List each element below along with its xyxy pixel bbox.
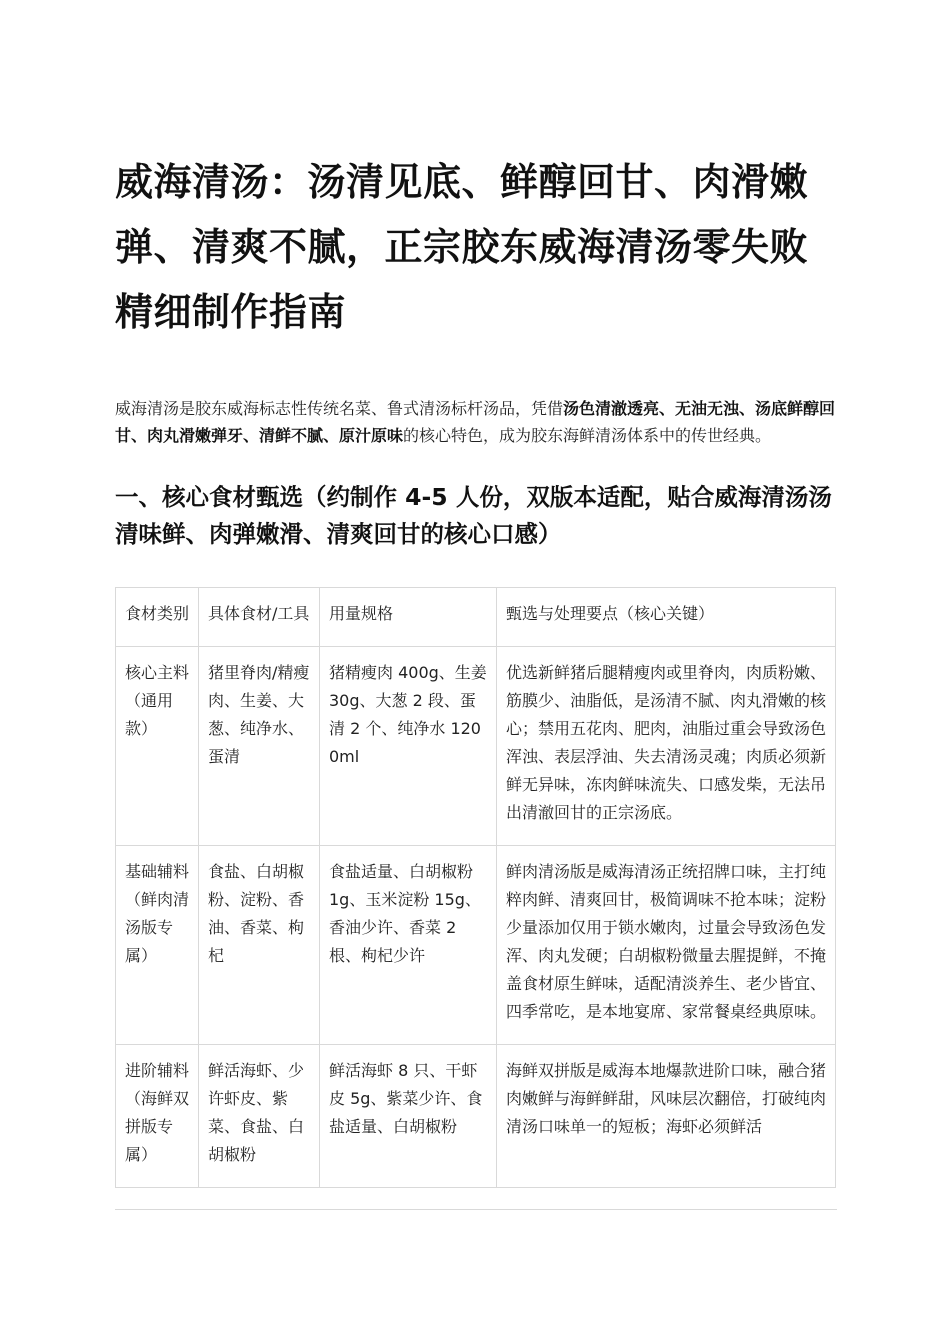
table-cell-category: 核心主料（通用款） (116, 647, 199, 846)
intro-highlight: 汤色清澈透亮、无油无浊、汤底鲜醇回甘、肉丸滑嫩弹牙、清鲜不腻、原汁原味 (115, 399, 836, 445)
intro-lead: 威海清汤是胶东威海标志性传统名菜、鲁式清汤标杆汤品，凭借 (115, 399, 564, 418)
intro-tail: 的核心特色，成为胶东海鲜清汤体系中的传世经典。 (403, 426, 772, 445)
table-cell-amount: 食盐适量、白胡椒粉 1g、玉米淀粉 15g、香油少许、香菜 2 根、枸杞少许 (320, 846, 497, 1045)
table-header-cell: 甄选与处理要点（核心关键） (497, 588, 836, 647)
table-cell-items: 食盐、白胡椒粉、淀粉、香油、香菜、枸杞 (199, 846, 320, 1045)
table-header-cell: 用量规格 (320, 588, 497, 647)
section-heading: 一、核心食材甄选（约制作 4-5 人份，双版本适配，贴合威海清汤汤清味鲜、肉弹嫩滑、清爽回甘的核心口感） (115, 483, 832, 548)
table-cell-items: 猪里脊肉/精瘦肉、生姜、大葱、纯净水、蛋清 (199, 647, 320, 846)
ingredients-table-wrapper (115, 587, 837, 1210)
ingredients-table (115, 587, 836, 1188)
table-row (116, 1045, 836, 1188)
intro-paragraph (115, 395, 837, 449)
table-row (116, 647, 836, 846)
table-cell-items: 鲜活海虾、少许虾皮、紫菜、食盐、白胡椒粉 (199, 1045, 320, 1188)
table-row (116, 846, 836, 1045)
table-cell-notes: 优选新鲜猪后腿精瘦肉或里脊肉，肉质粉嫩、筋膜少、油脂低，是汤清不腻、肉丸滑嫩的核心；禁用五花肉、肥肉，油脂过重会导致汤色浑浊、表层浮油、失去清汤灵魂；肉质必须新鲜无异味，冻肉鲜味流失、口感发柴，无法吊出清澈回甘的正宗汤底。 (497, 647, 836, 846)
table-cell-category: 进阶辅料（海鲜双拼版专属） (116, 1045, 199, 1188)
table-cell-notes: 鲜肉清汤版是威海清汤正统招牌口味，主打纯粹肉鲜、清爽回甘，极简调味不抢本味；淀粉少量添加仅用于锁水嫩肉，过量会导致汤色发浑、肉丸发硬；白胡椒粉微量去腥提鲜，不掩盖食材原生鲜味，适配清淡养生、老少皆宜、四季常吃，是本地宴席、家常餐桌经典原味。 (497, 846, 836, 1045)
document-page (115, 150, 837, 1164)
table-cell-category: 基础辅料（鲜肉清汤版专属） (116, 846, 199, 1045)
table-header-cell: 具体食材/工具 (199, 588, 320, 647)
table-cell-amount: 鲜活海虾 8 只、干虾皮 5g、紫菜少许、食盐适量、白胡椒粉 (320, 1045, 497, 1188)
table-header-cell: 食材类别 (116, 588, 199, 647)
page-title: 威海清汤：汤清见底、鲜醇回甘、肉滑嫩弹、清爽不腻，正宗胶东威海清汤零失败精细制作指南 (115, 160, 809, 334)
table-cell-amount: 猪精瘦肉 400g、生姜 30g、大葱 2 段、蛋清 2 个、纯净水 1200ml (320, 647, 497, 846)
table-header-row (116, 588, 836, 647)
table-cell-notes: 海鲜双拼版是威海本地爆款进阶口味，融合猪肉嫩鲜与海鲜鲜甜，风味层次翻倍，打破纯肉清汤口味单一的短板；海虾必须鲜活 (497, 1045, 836, 1188)
